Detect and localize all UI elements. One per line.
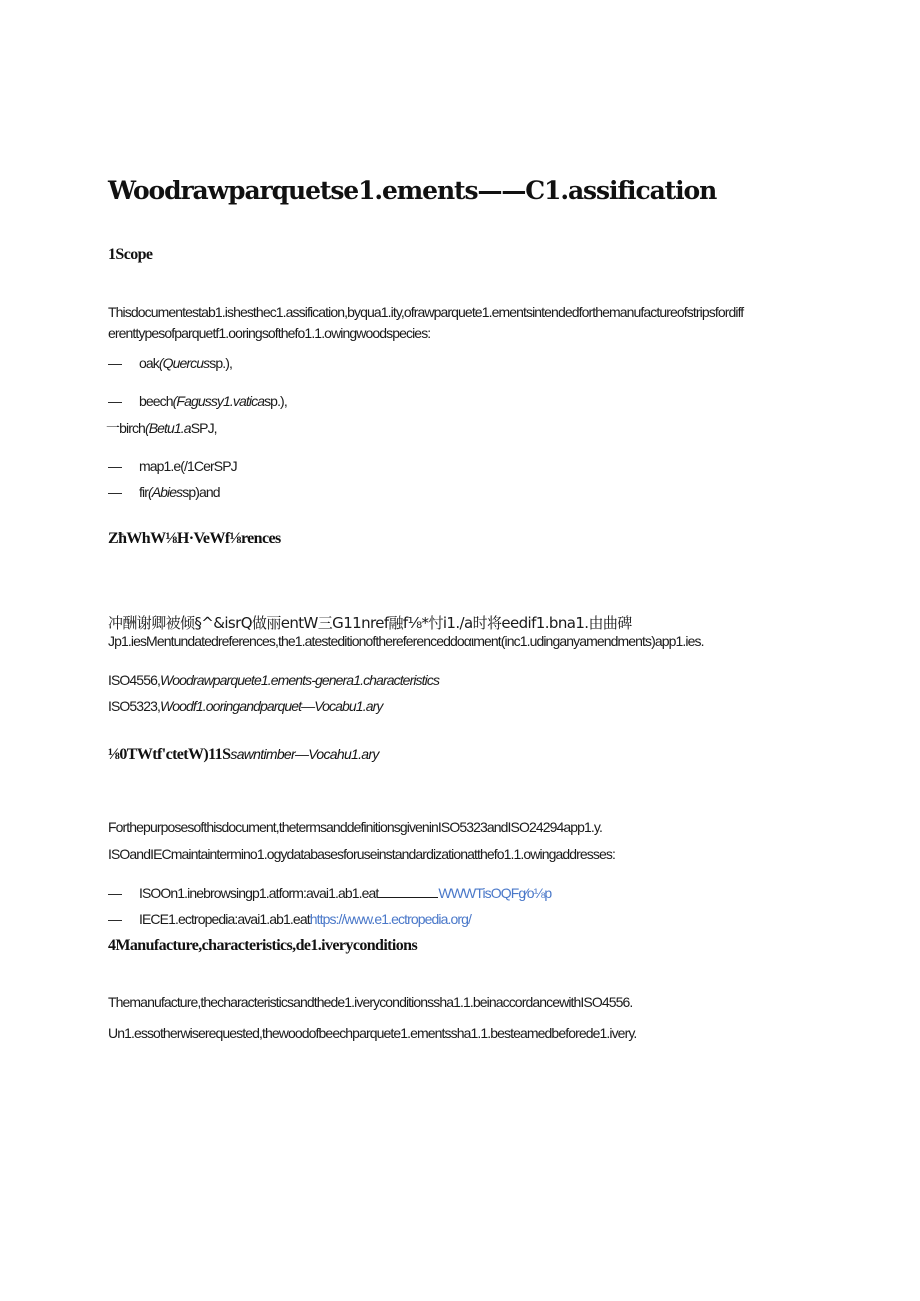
species-item-fir: — fir(Abiessp)and	[108, 484, 220, 500]
list-dash: —	[108, 355, 122, 371]
manufacture-paragraph-line1: Themanufacture,thecharacteristicsandthede1.iveryconditionssha1.1.beinaccordancewithISO4556.	[108, 994, 633, 1010]
species-item-maple: — map1.e(/1CerSPJ	[108, 458, 237, 474]
scope-paragraph-line1: Thisdocumentestab1.ishesthec1.assification,byqua1.ity,ofrawparquete1.ementsintendedforthemanufactureofstripsfordiff	[108, 304, 744, 320]
manufacture-paragraph-line2: Un1.essotherwiserequested,thewoodofbeechparquete1.ementssha1.1.besteamedbeforede1.ivery.	[108, 1025, 637, 1041]
iso-obp-link[interactable]: WWWTisOQFg⁄o⅛p	[438, 885, 552, 901]
references-heading: ZħWhW⅛H·VeWf⅛rences	[108, 530, 281, 547]
underline-gap	[378, 887, 438, 898]
manufacture-heading: 4Manufacture,characteristics,de1.iveryconditions	[108, 937, 418, 954]
scope-paragraph-line2: erenttypesofparquetf1.ooringsofthefo1.1.owingwoodspecies:	[108, 325, 431, 341]
species-item-oak: — oak(Quercussp.),	[108, 355, 232, 371]
reference-iso5323: ISO5323,Woodf1.ooringandparquet—Vocabu1.ary	[108, 698, 383, 714]
list-dash: —	[108, 484, 122, 500]
document-title: Woodrawparquetse1.ements——C1.assification	[108, 176, 717, 205]
terms-paragraph-line2: ISOandIECmaintaintermino1.ogydatabasesforuseinstandardizationatthefo1.1.owingaddresses:	[108, 846, 615, 862]
references-garbled-line: 冲酬谢卿被倾§^&isrQ做丽entW三G11nref融f⅛*忖i1./a时将eedif1.bna1.由曲碑	[108, 614, 632, 632]
list-dash: —	[108, 911, 122, 927]
terms-paragraph-line1: Forthepurposesofthisdocument,thetermsanddefinitionsgiveninISO5323andISO24294app1.y.	[108, 819, 602, 835]
list-dash: —	[108, 393, 122, 409]
scope-heading: 1Scope	[108, 246, 153, 263]
species-item-beech: — beech(Fagussy1.vaticasp.),	[108, 393, 287, 409]
address-item-iec: — IECE1.ectropedia:avai1.ab1.eathttps://www.e1.ectropedia.org/	[108, 911, 472, 927]
species-item-birch: 一birch(Betu1.aSPJ,	[106, 420, 217, 436]
terms-heading: ⅛0TWtf'ctetW)11Ssawntimber—Vocahu1.ary	[108, 746, 379, 763]
reference-iso4556: ISO4556,Woodrawparquete1.ements-genera1.characteristics	[108, 672, 440, 688]
list-dash: —	[108, 885, 122, 901]
list-dash: —	[108, 458, 122, 474]
address-item-iso: — ISOOn1.inebrowsingp1.atform:avai1.ab1.eat WWWTisOQFg⁄o⅛p	[108, 885, 552, 901]
references-paragraph: Jp1.iesMentundatedreferences,the1.atesteditionofthereferenceddoαιment(inc1.udinganyamendments)app1.ies.	[108, 633, 704, 649]
electropedia-link[interactable]: https://www.e1.ectropedia.org/	[309, 911, 472, 927]
